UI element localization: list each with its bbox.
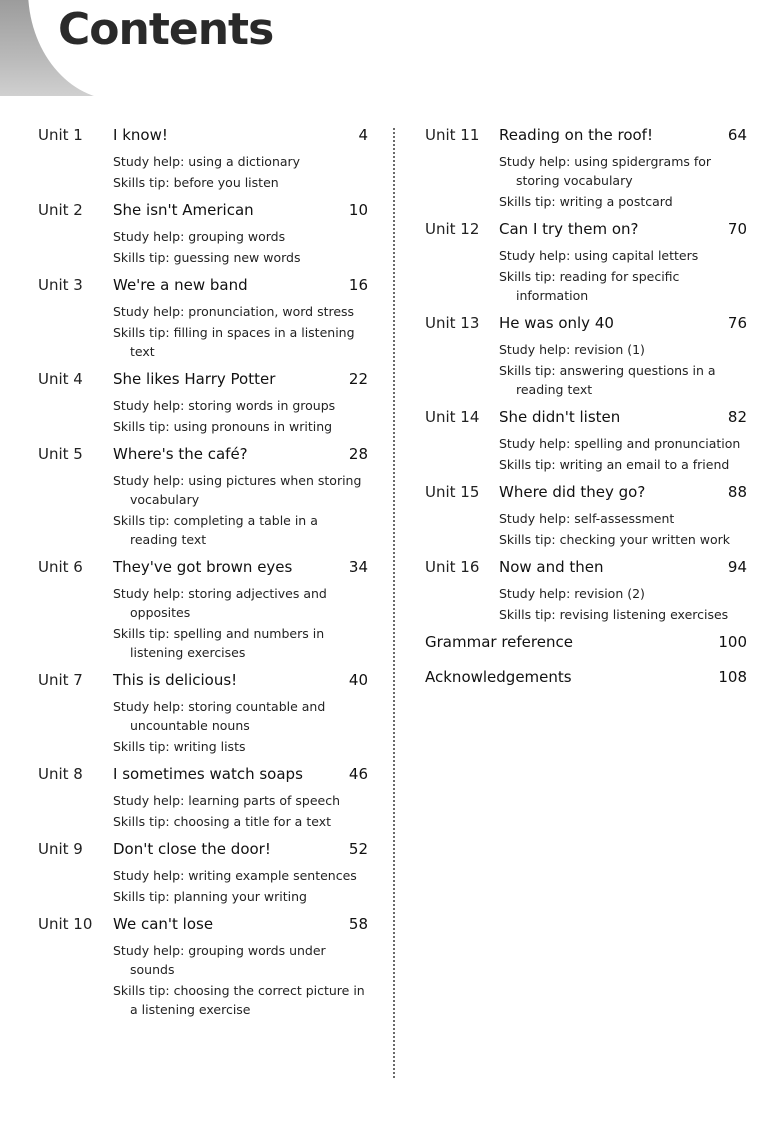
unit-entry: [38, 765, 368, 831]
unit-subitem: Skills tip: writing an email to a friend: [499, 457, 730, 472]
unit-heading-row: [425, 126, 747, 150]
unit-subitem: Skills tip: planning your writing: [113, 889, 307, 904]
unit-title: She isn't American: [113, 201, 254, 219]
unit-label: Unit 1: [38, 126, 83, 144]
unit-subitem: Skills tip: spelling and numbers in listening exercises: [113, 626, 325, 660]
unit-label: Unit 6: [38, 558, 83, 576]
unit-page-number: 82: [727, 408, 747, 426]
unit-page-number: 58: [348, 915, 368, 933]
unit-subitem: Skills tip: revising listening exercises: [499, 607, 729, 622]
unit-title: Where's the café?: [113, 445, 248, 463]
reference-entry: [425, 633, 747, 657]
unit-heading-row: [38, 445, 368, 469]
unit-subitem: Study help: grouping words under sounds: [113, 943, 326, 977]
unit-title: They've got brown eyes: [113, 558, 293, 576]
unit-label: Unit 3: [38, 276, 83, 294]
unit-subitem: Skills tip: before you listen: [113, 175, 279, 190]
unit-page-number: 16: [348, 276, 368, 294]
unit-entry: [38, 201, 368, 267]
unit-title: We can't lose: [113, 915, 214, 933]
unit-subitem: Study help: grouping words: [113, 229, 286, 244]
unit-subitem: Study help: storing adjectives and opposites: [113, 586, 327, 620]
unit-subitem: Skills tip: reading for specific information: [499, 269, 680, 303]
unit-heading-row: [38, 840, 368, 864]
unit-subitem: Study help: storing words in groups: [113, 398, 336, 413]
page-title: Contents: [58, 4, 274, 55]
unit-label: Unit 4: [38, 370, 83, 388]
unit-subitem: Study help: using capital letters: [499, 248, 699, 263]
unit-subitem: Study help: spelling and pronunciation: [499, 436, 741, 451]
contents-right-column: [425, 126, 747, 703]
unit-title: She likes Harry Potter: [113, 370, 276, 388]
unit-page-number: 22: [348, 370, 368, 388]
unit-label: Unit 13: [425, 314, 480, 332]
references-list: [425, 633, 747, 692]
unit-subitem: Skills tip: guessing new words: [113, 250, 301, 265]
unit-subitem: Study help: self-assessment: [499, 511, 675, 526]
reference-page-number: 108: [718, 668, 747, 686]
unit-entry: [38, 558, 368, 662]
unit-label: Unit 14: [425, 408, 480, 426]
unit-page-number: 76: [727, 314, 747, 332]
unit-heading-row: [38, 671, 368, 695]
unit-subitem: Study help: using a dictionary: [113, 154, 301, 169]
unit-title: This is delicious!: [113, 671, 238, 689]
unit-page-number: 40: [348, 671, 368, 689]
unit-heading-row: [38, 276, 368, 300]
unit-heading-row: [425, 220, 747, 244]
unit-heading-row: [425, 408, 747, 432]
unit-label: Unit 16: [425, 558, 480, 576]
unit-title: He was only 40: [499, 314, 614, 332]
reference-entry: [425, 668, 747, 692]
unit-subitem: Study help: using pictures when storing vocabulary: [113, 473, 362, 507]
unit-entry: [38, 126, 368, 192]
reference-title: Grammar reference: [425, 633, 573, 651]
unit-page-number: 46: [348, 765, 368, 783]
unit-title: I know!: [113, 126, 168, 144]
unit-page-number: 70: [727, 220, 747, 238]
unit-title: Can I try them on?: [499, 220, 639, 238]
unit-heading-row: [38, 915, 368, 939]
unit-entry: [425, 220, 747, 305]
unit-page-number: 10: [348, 201, 368, 219]
reference-page-number: 100: [718, 633, 747, 651]
unit-entry: [38, 840, 368, 906]
unit-page-number: 94: [727, 558, 747, 576]
unit-heading-row: [425, 483, 747, 507]
unit-subitem: Skills tip: completing a table in a reading text: [113, 513, 318, 547]
unit-page-number: 28: [348, 445, 368, 463]
unit-entry: [38, 915, 368, 1019]
unit-subitem: Study help: learning parts of speech: [113, 793, 341, 808]
unit-subitem: Study help: storing countable and uncountable nouns: [113, 699, 326, 733]
contents-left-column: [38, 126, 368, 1028]
unit-subitem: Study help: writing example sentences: [113, 868, 357, 883]
unit-entry: [425, 126, 747, 211]
unit-label: Unit 12: [425, 220, 480, 238]
unit-label: Unit 7: [38, 671, 83, 689]
unit-entry: [38, 276, 368, 361]
unit-page-number: 34: [348, 558, 368, 576]
unit-subitem: Skills tip: writing a postcard: [499, 194, 673, 209]
unit-heading-row: [38, 765, 368, 789]
unit-entry: [425, 558, 747, 624]
unit-page-number: 4: [358, 126, 368, 144]
unit-subitem: Study help: pronunciation, word stress: [113, 304, 355, 319]
unit-subitem: Skills tip: writing lists: [113, 739, 246, 754]
unit-entry: [425, 314, 747, 399]
unit-entry: [425, 408, 747, 474]
unit-title: I sometimes watch soaps: [113, 765, 303, 783]
unit-subitem: Skills tip: answering questions in a reading text: [499, 363, 716, 397]
unit-label: Unit 5: [38, 445, 83, 463]
unit-entry: [425, 483, 747, 549]
unit-entry: [38, 370, 368, 436]
unit-page-number: 88: [727, 483, 747, 501]
unit-title: Reading on the roof!: [499, 126, 653, 144]
unit-label: Unit 10: [38, 915, 93, 933]
unit-subitem: Skills tip: checking your written work: [499, 532, 731, 547]
unit-heading-row: [425, 314, 747, 338]
right-units-list: [425, 126, 747, 624]
unit-heading-row: [38, 126, 368, 150]
unit-title: Now and then: [499, 558, 604, 576]
unit-subitem: Skills tip: choosing the correct picture in a listening exercise: [113, 983, 365, 1017]
unit-subitem: Study help: revision (1): [499, 342, 645, 357]
unit-page-number: 64: [727, 126, 747, 144]
unit-title: Don't close the door!: [113, 840, 271, 858]
unit-label: Unit 15: [425, 483, 480, 501]
unit-subitem: Skills tip: filling in spaces in a listening text: [113, 325, 355, 359]
unit-heading-row: [38, 370, 368, 394]
unit-page-number: 52: [348, 840, 368, 858]
unit-label: Unit 9: [38, 840, 83, 858]
unit-subitem: Study help: revision (2): [499, 586, 645, 601]
unit-label: Unit 11: [425, 126, 480, 144]
column-divider: [393, 128, 395, 1078]
unit-title: Where did they go?: [499, 483, 646, 501]
unit-title: We're a new band: [113, 276, 248, 294]
unit-label: Unit 8: [38, 765, 83, 783]
reference-title: Acknowledgements: [425, 668, 572, 686]
unit-heading-row: [38, 201, 368, 225]
unit-subitem: Study help: using spidergrams for storing vocabulary: [499, 154, 712, 188]
unit-label: Unit 2: [38, 201, 83, 219]
unit-subitem: Skills tip: using pronouns in writing: [113, 419, 333, 434]
unit-heading-row: [425, 558, 747, 582]
unit-title: She didn't listen: [499, 408, 621, 426]
unit-entry: [38, 671, 368, 756]
unit-entry: [38, 445, 368, 549]
unit-subitem: Skills tip: choosing a title for a text: [113, 814, 331, 829]
unit-heading-row: [38, 558, 368, 582]
